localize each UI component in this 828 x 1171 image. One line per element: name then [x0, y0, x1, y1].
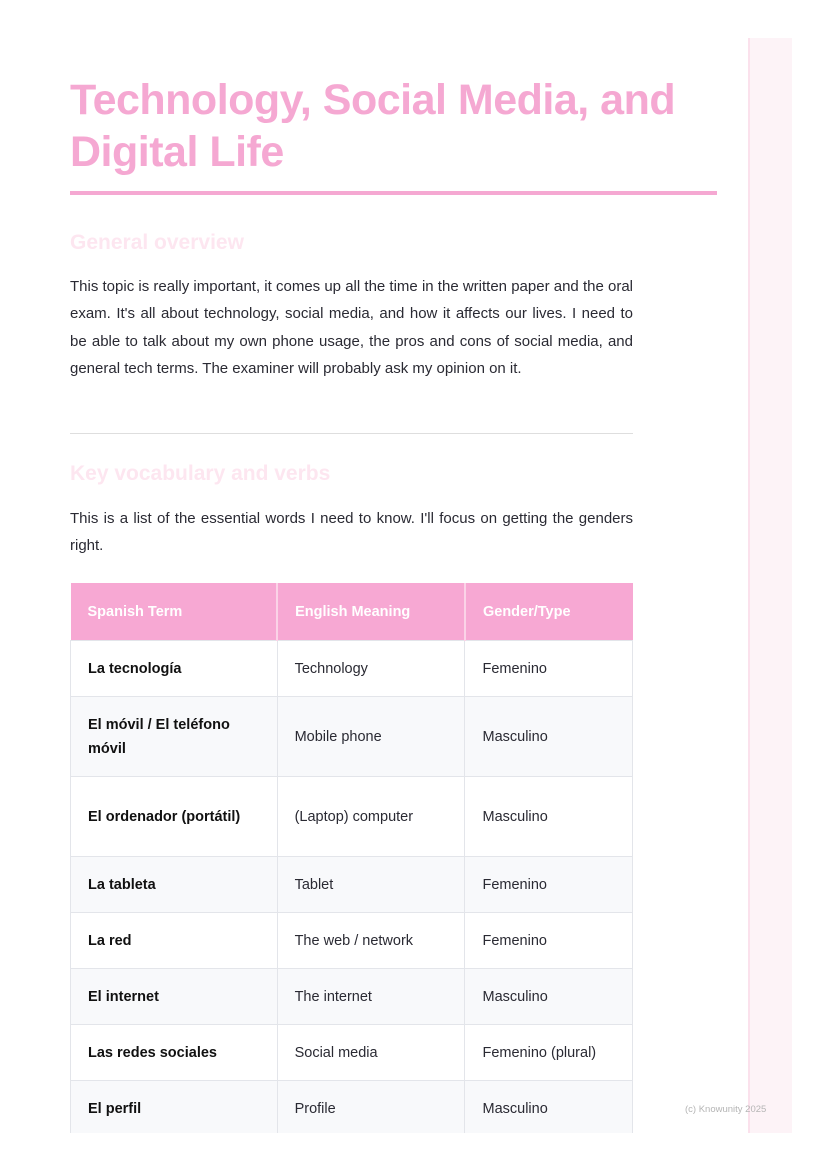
column-header: English Meaning [277, 583, 465, 641]
column-header: Gender/Type [465, 583, 633, 641]
gender-cell: Femenino (plural) [465, 1025, 633, 1081]
gender-cell: Masculino [465, 1081, 633, 1134]
side-margin-strip [748, 38, 792, 1133]
table-row [71, 697, 633, 777]
table-row [71, 777, 633, 857]
spanish-term-cell: La tecnología [71, 641, 278, 697]
gender-cell: Femenino [465, 857, 633, 913]
gender-cell: Masculino [465, 969, 633, 1025]
spanish-term-cell: La red [71, 913, 278, 969]
vocabulary-table [70, 583, 633, 1133]
english-meaning-cell: Social media [277, 1025, 465, 1081]
table-row [71, 857, 633, 913]
english-meaning-cell: (Laptop) computer [277, 777, 465, 857]
column-header: Spanish Term [71, 583, 278, 641]
gender-cell: Masculino [465, 777, 633, 857]
page-title: Technology, Social Media, and Digital Life [70, 76, 676, 176]
section-divider [70, 433, 633, 434]
spanish-term-cell: El móvil / El teléfono móvil [71, 697, 278, 777]
table-row [71, 913, 633, 969]
gender-cell: Masculino [465, 697, 633, 777]
table-row [71, 1025, 633, 1081]
title-divider [70, 191, 717, 195]
spanish-term-cell: Las redes sociales [71, 1025, 278, 1081]
english-meaning-cell: The internet [277, 969, 465, 1025]
spanish-term-cell: La tableta [71, 857, 278, 913]
spanish-term-cell: El perfil [71, 1081, 278, 1134]
section-heading-vocabulary: Key vocabulary and verbs [70, 462, 331, 485]
vocabulary-table-container [70, 583, 633, 1133]
table-row [71, 1081, 633, 1134]
table-row [71, 969, 633, 1025]
table-row [71, 641, 633, 697]
spanish-term-cell: El ordenador (portátil) [71, 777, 278, 857]
english-meaning-cell: The web / network [277, 913, 465, 969]
spanish-term-cell: El internet [71, 969, 278, 1025]
vocabulary-paragraph: This is a list of the essential words I need to know. I'll focus on getting the genders right. [70, 510, 633, 555]
copyright-footer: (c) Knowunity 2025 [685, 1104, 767, 1115]
gender-cell: Femenino [465, 641, 633, 697]
english-meaning-cell: Mobile phone [277, 697, 465, 777]
english-meaning-cell: Tablet [277, 857, 465, 913]
overview-paragraph: This topic is really important, it comes up all the time in the written paper and the oral exam. It's all about technology, social media, and how it affects our lives. I need to be able to talk about my own phone usage, the pros and cons of social media, and general tech terms. The examiner will probably ask my opinion on it. [70, 278, 633, 377]
gender-cell: Femenino [465, 913, 633, 969]
english-meaning-cell: Technology [277, 641, 465, 697]
english-meaning-cell: Profile [277, 1081, 465, 1134]
section-heading-overview: General overview [70, 231, 244, 254]
